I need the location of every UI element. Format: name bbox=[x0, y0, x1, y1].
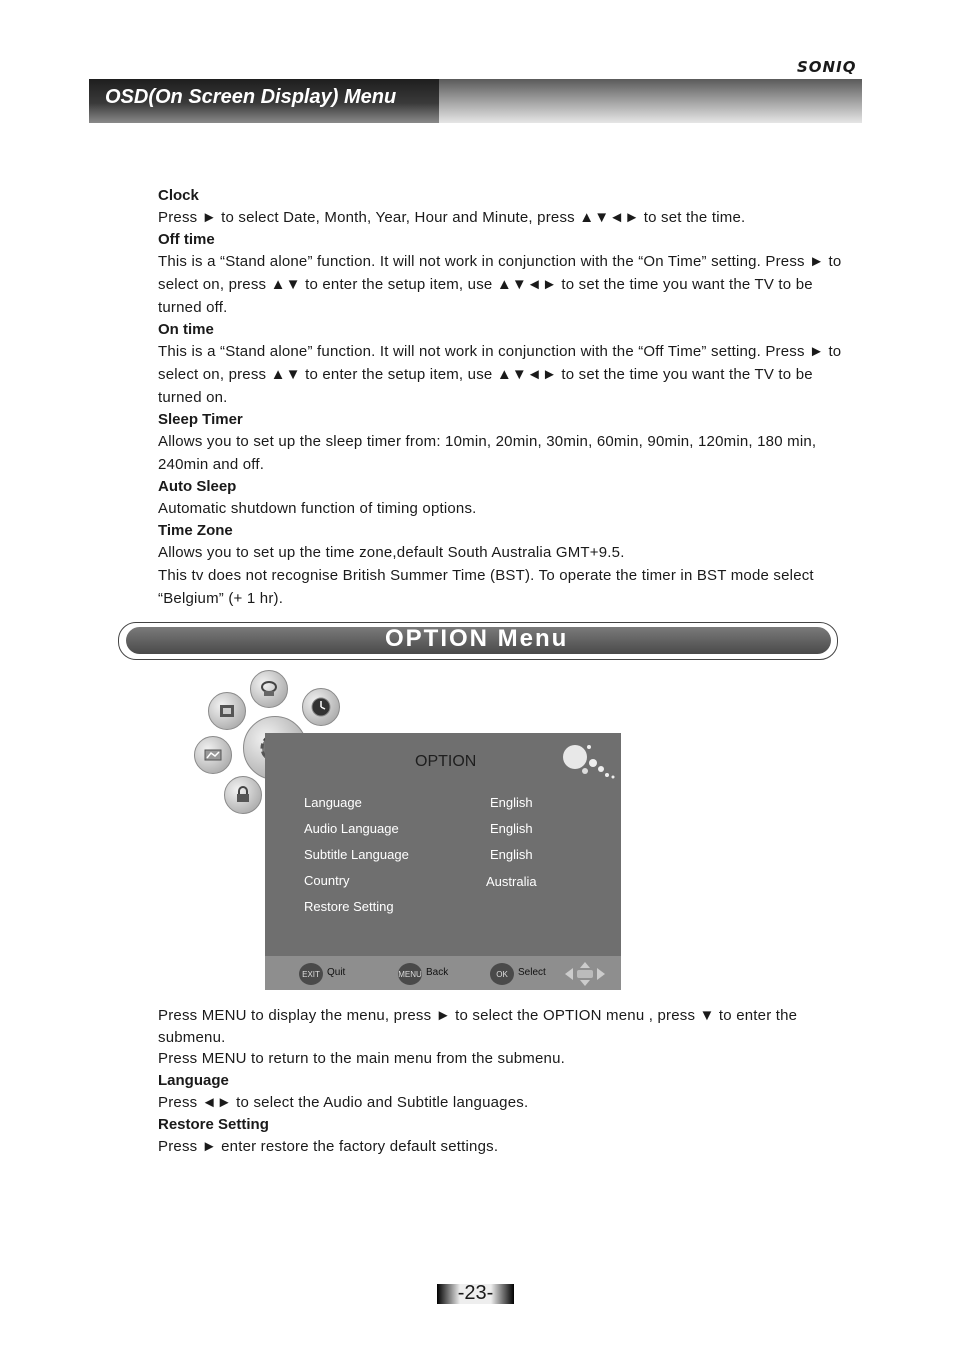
exit-key[interactable]: EXIT bbox=[299, 963, 323, 985]
option-banner-title: OPTION Menu bbox=[385, 625, 569, 652]
sound-menu-icon bbox=[250, 670, 288, 708]
ok-key[interactable]: OK bbox=[490, 963, 514, 985]
timer-settings-section bbox=[158, 185, 858, 610]
time-zone-text: Allows you to set up the time zone,default South Australia GMT+9.5. bbox=[158, 544, 625, 561]
country-label[interactable]: Country bbox=[304, 873, 350, 888]
page-title: OSD(On Screen Display) Menu bbox=[105, 86, 397, 108]
page-number: -23- bbox=[457, 1282, 494, 1304]
lock-menu-icon bbox=[224, 776, 262, 814]
option-osd-screen bbox=[265, 733, 621, 990]
time-zone-bst-text: This tv does not recognise British Summer Time (BST). To operate the timer in BST mode select “Belgium” (+ 1 hr). bbox=[158, 567, 814, 607]
subtitle-language-value[interactable]: English bbox=[490, 847, 533, 862]
off-time-heading: Off time bbox=[158, 231, 215, 248]
select-label: Select bbox=[518, 967, 546, 978]
on-time-heading: On time bbox=[158, 321, 214, 338]
auto-sleep-heading: Auto Sleep bbox=[158, 478, 237, 495]
menu-key[interactable]: MENU bbox=[398, 963, 422, 985]
audio-language-label[interactable]: Audio Language bbox=[304, 821, 399, 836]
clock-heading: Clock bbox=[158, 187, 199, 204]
language-value[interactable]: English bbox=[490, 795, 533, 810]
channel-menu-icon bbox=[194, 736, 232, 774]
picture-menu-icon bbox=[208, 692, 246, 730]
audio-language-value[interactable]: English bbox=[490, 821, 533, 836]
restore-setting-label[interactable]: Restore Setting bbox=[304, 899, 394, 914]
osd-footer bbox=[265, 956, 621, 990]
sleep-timer-heading: Sleep Timer bbox=[158, 411, 243, 428]
sleep-timer-text: Allows you to set up the sleep timer from: 10min, 20min, 30min, 60min, 90min, 120min, 180 min, 240min and off. bbox=[158, 433, 817, 473]
option-intro-text: Press MENU to display the menu, press ► to select the OPTION menu , press ▼ to enter the submenu. bbox=[158, 1007, 798, 1046]
language-text: Press ◄► to select the Audio and Subtitle languages. bbox=[158, 1094, 529, 1111]
language-heading: Language bbox=[158, 1072, 229, 1089]
osd-title: OPTION bbox=[415, 753, 477, 770]
back-label: Back bbox=[426, 967, 449, 978]
auto-sleep-text: Automatic shutdown function of timing options. bbox=[158, 500, 477, 517]
off-time-text: This is a “Stand alone” function. It will not work in conjunction with the “On Time” setting. Press ► to select on, press ▲▼ to enter the setup item, use ▲▼◄► to set the time you want the TV to be turned off. bbox=[158, 253, 842, 316]
on-time-text: This is a “Stand alone” function. It will not work in conjunction with the “Off Time” setting. Press ► to select on, press ▲▼ to enter the setup item, use ▲▼◄► to set the time you want the TV to be turned on. bbox=[158, 343, 842, 406]
country-value[interactable]: Australia bbox=[486, 874, 537, 889]
quit-label: Quit bbox=[327, 967, 346, 978]
time-zone-heading: Time Zone bbox=[158, 522, 233, 539]
language-label[interactable]: Language bbox=[304, 795, 362, 810]
time-menu-icon bbox=[302, 688, 340, 726]
subtitle-language-label[interactable]: Subtitle Language bbox=[304, 847, 409, 862]
brand-logo: SONIQ bbox=[797, 58, 857, 76]
restore-setting-text: Press ► enter restore the factory default settings. bbox=[158, 1138, 499, 1155]
clock-text: Press ► to select Date, Month, Year, Hour and Minute, press ▲▼◄► to set the time. bbox=[158, 209, 746, 226]
option-menu-section bbox=[158, 1005, 798, 1158]
restore-setting-heading: Restore Setting bbox=[158, 1116, 269, 1133]
arrow-pad-icon bbox=[563, 961, 607, 987]
option-return-text: Press MENU to return to the main menu from the submenu. bbox=[158, 1050, 565, 1067]
bubbles-decoration-icon bbox=[561, 739, 621, 781]
